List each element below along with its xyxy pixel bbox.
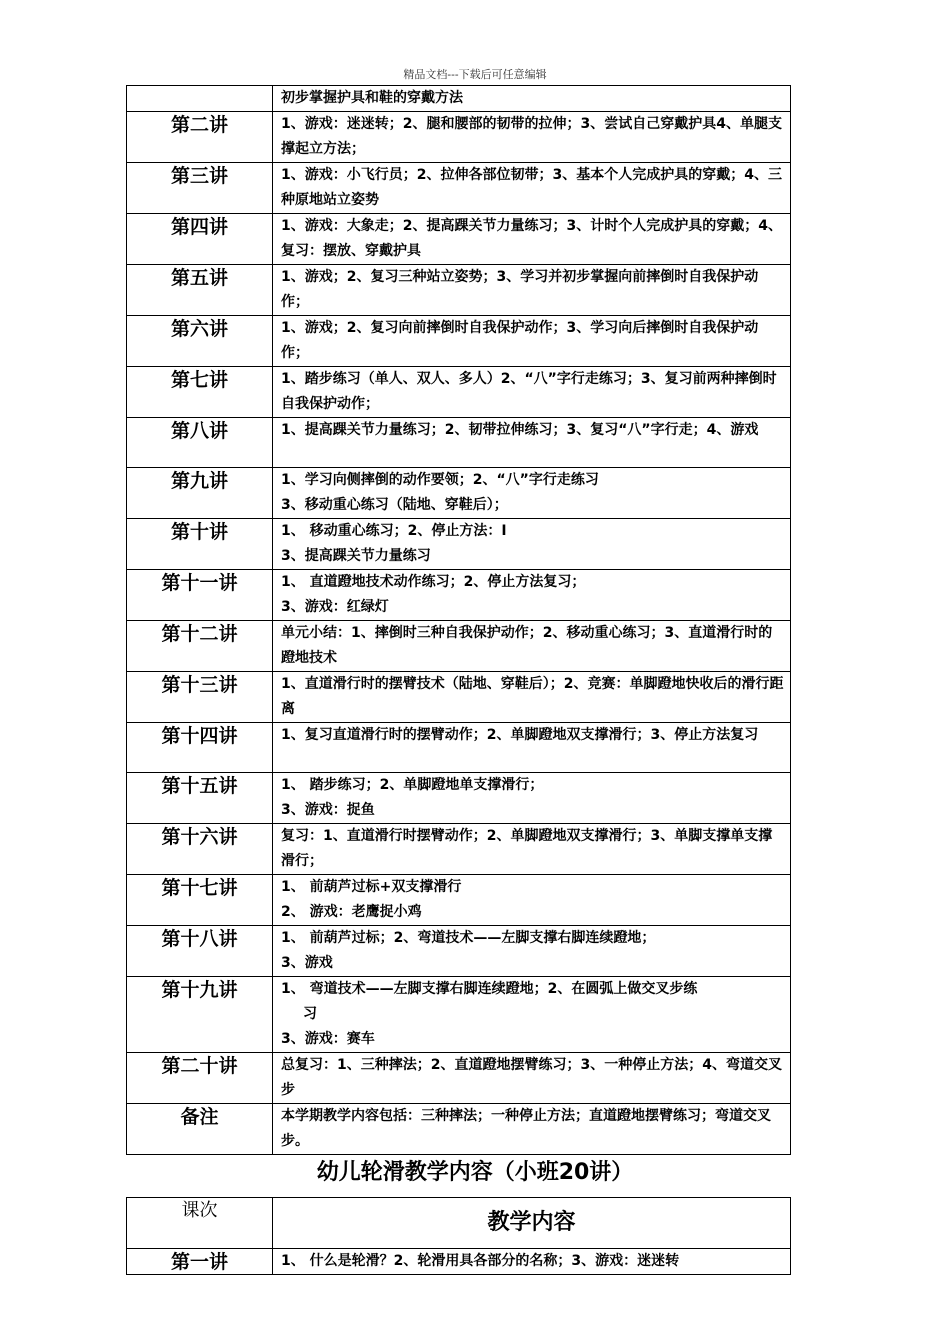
- table-row: [127, 875, 791, 926]
- content-line: 初步掌握护具和鞋的穿戴方法: [281, 90, 463, 106]
- table-row: [127, 214, 791, 265]
- content-line: 3、游戏: [281, 955, 333, 971]
- table-row: [127, 926, 791, 977]
- content-line: 1、踏步练习（单人、双人、多人）2、“八”字行走练习；3、复习前两种摔倒时自我保护动作；: [281, 371, 777, 412]
- lecture-cell: 第十一讲: [127, 570, 273, 621]
- table-row: [127, 519, 791, 570]
- table-row: [127, 367, 791, 418]
- table-row: [127, 1053, 791, 1104]
- lecture-cell: 第十二讲: [127, 621, 273, 672]
- content-line: 1、 弯道技术——左脚支撑右脚连续蹬地；2、在圆弧上做交叉步练: [281, 981, 698, 997]
- lecture-cell: 第五讲: [127, 265, 273, 316]
- content-line: 1、 移动重心练习；2、停止方法：I: [281, 523, 507, 539]
- content-cell: [273, 468, 791, 519]
- lecture-cell: 第七讲: [127, 367, 273, 418]
- content-line: 1、游戏：迷迷转；2、腿和腰部的韧带的拉伸；3、尝试自己穿戴护具4、单腿支撑起立方法；: [281, 116, 782, 157]
- table-row: [127, 570, 791, 621]
- content-cell: [273, 367, 791, 418]
- lecture-cell: 第九讲: [127, 468, 273, 519]
- content-cell: [273, 112, 791, 163]
- content-line: 3、提高踝关节力量练习: [281, 548, 431, 564]
- table-row: [127, 621, 791, 672]
- page-header: 精品文档---下载后可任意编辑: [403, 68, 547, 81]
- lecture-cell: 第十五讲: [127, 773, 273, 824]
- table-row: [127, 723, 791, 773]
- table-row: [127, 1104, 791, 1155]
- content-cell: [273, 86, 791, 112]
- content-line: 本学期教学内容包括：三种摔法；一种停止方法；直道蹬地摆臂练习；弯道交叉步。: [281, 1108, 771, 1149]
- content-line: 1、复习直道滑行时的摆臂动作；2、单脚蹬地双支撑滑行；3、停止方法复习: [281, 727, 759, 743]
- column-header-content: 教学内容: [273, 1198, 791, 1249]
- lecture-cell: 第十讲: [127, 519, 273, 570]
- table-row: [127, 112, 791, 163]
- content-line: 1、游戏；2、复习三种站立姿势；3、学习并初步掌握向前摔倒时自我保护动作；: [281, 269, 759, 310]
- lecture-cell: 第十六讲: [127, 824, 273, 875]
- content-cell: [273, 1249, 791, 1275]
- content-cell: [273, 824, 791, 875]
- content-cell: [273, 316, 791, 367]
- content-cell: [273, 773, 791, 824]
- content-cell: [273, 519, 791, 570]
- content-line: 1、 前葫芦过标；2、弯道技术——左脚支撑右脚连续蹬地；: [281, 930, 656, 946]
- lecture-cell: 第十三讲: [127, 672, 273, 723]
- lecture-cell: 第十八讲: [127, 926, 273, 977]
- content-line: 1、游戏：大象走；2、提高踝关节力量练习；3、计时个人完成护具的穿戴；4、复习：摆放、穿戴护具: [281, 218, 782, 259]
- section-title: 幼儿轮滑教学内容（小班20讲）: [316, 1160, 634, 1185]
- table-row: [127, 1249, 791, 1275]
- lecture-cell: 第三讲: [127, 163, 273, 214]
- content-line: 复习：1、直道滑行时摆臂动作；2、单脚蹬地双支撑滑行；3、单脚支撑单支撑滑行；: [281, 828, 773, 869]
- table-row: [127, 265, 791, 316]
- table-row: [127, 468, 791, 519]
- lesson-table-2: [126, 1197, 791, 1275]
- lecture-cell: 第二讲: [127, 112, 273, 163]
- content-line: 1、 直道蹬地技术动作练习；2、停止方法复习；: [281, 574, 586, 590]
- content-cell: [273, 672, 791, 723]
- table-row: [127, 773, 791, 824]
- content-line: 1、提高踝关节力量练习；2、韧带拉伸练习；3、复习“八”字行走；4、游戏: [281, 422, 759, 438]
- table-header-row: [127, 1198, 791, 1249]
- lecture-cell: 第十九讲: [127, 977, 273, 1053]
- content-cell: [273, 1053, 791, 1104]
- content-line: 3、游戏：赛车: [281, 1031, 375, 1047]
- content-line: 1、游戏；2、复习向前摔倒时自我保护动作；3、学习向后摔倒时自我保护动作；: [281, 320, 759, 361]
- lecture-cell: 第四讲: [127, 214, 273, 265]
- content-line: 2、 游戏：老鹰捉小鸡: [281, 904, 422, 920]
- lecture-cell: 第八讲: [127, 418, 273, 468]
- lecture-cell: 第六讲: [127, 316, 273, 367]
- content-line: 总复习：1、三种摔法；2、直道蹬地摆臂练习；3、一种停止方法；4、弯道交叉步: [281, 1057, 782, 1098]
- content-line: 3、游戏：红绿灯: [281, 599, 389, 615]
- content-cell: [273, 723, 791, 773]
- content-line: 习: [303, 1006, 317, 1022]
- lesson-table: [126, 85, 791, 1155]
- table-row: [127, 163, 791, 214]
- content-line: 1、 什么是轮滑？2、轮滑用具各部分的名称；3、游戏：迷迷转: [281, 1253, 680, 1269]
- content-line: 1、直道滑行时的摆臂技术（陆地、穿鞋后）；2、竞赛：单脚蹬地快收后的滑行距离: [281, 676, 784, 717]
- content-cell: [273, 621, 791, 672]
- column-header-lecture: 课次: [127, 1198, 273, 1249]
- content-cell: [273, 926, 791, 977]
- table-row: [127, 824, 791, 875]
- table-row: [127, 86, 791, 112]
- content-cell: [273, 1104, 791, 1155]
- lecture-cell: 第十七讲: [127, 875, 273, 926]
- lecture-cell: 第一讲: [127, 1249, 273, 1275]
- content-line: 3、游戏：捉鱼: [281, 802, 375, 818]
- content-cell: [273, 163, 791, 214]
- lecture-cell: 第二十讲: [127, 1053, 273, 1104]
- table-row: [127, 418, 791, 468]
- content-line: 3、移动重心练习（陆地、穿鞋后）；: [281, 497, 508, 513]
- lecture-cell: 第十四讲: [127, 723, 273, 773]
- content-line: 1、游戏：小飞行员；2、拉伸各部位韧带；3、基本个人完成护具的穿戴；4、三种原地站立姿势: [281, 167, 782, 208]
- content-cell: [273, 265, 791, 316]
- content-line: 1、 踏步练习；2、单脚蹬地单支撑滑行；: [281, 777, 544, 793]
- content-line: 1、学习向侧摔倒的动作要领；2、“八”字行走练习: [281, 472, 599, 488]
- table-row: [127, 977, 791, 1053]
- content-cell: [273, 977, 791, 1053]
- content-line: 1、 前葫芦过标+双支撑滑行: [281, 879, 462, 895]
- table-row: [127, 316, 791, 367]
- content-line: 单元小结：1、摔倒时三种自我保护动作；2、移动重心练习；3、直道滑行时的蹬地技术: [281, 625, 773, 666]
- content-cell: [273, 418, 791, 468]
- content-cell: [273, 214, 791, 265]
- content-cell: [273, 570, 791, 621]
- table-row: [127, 672, 791, 723]
- content-cell: [273, 875, 791, 926]
- lecture-cell: [127, 86, 273, 112]
- lecture-cell: 备注: [127, 1104, 273, 1155]
